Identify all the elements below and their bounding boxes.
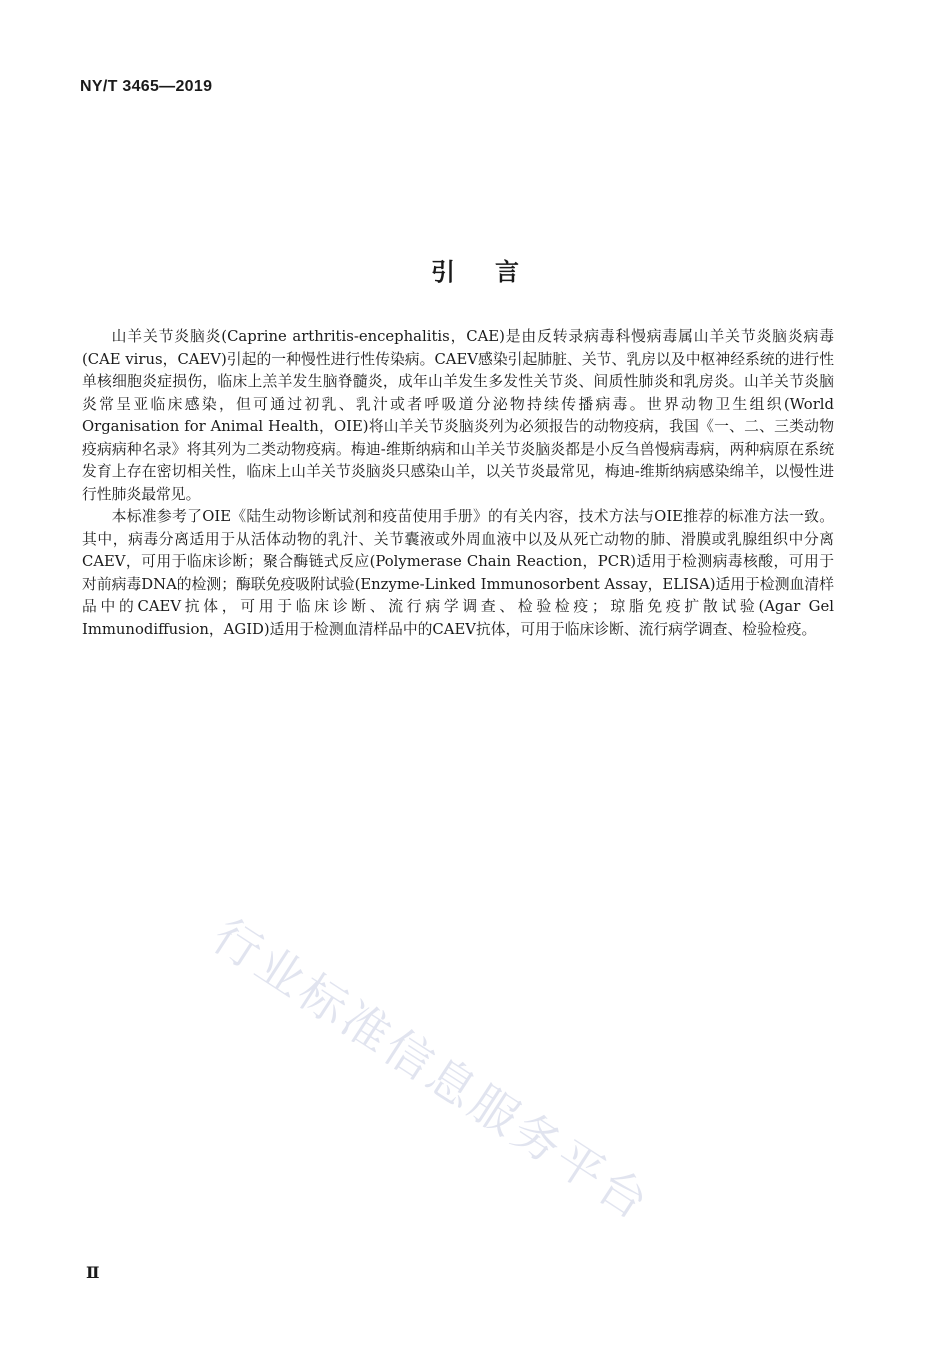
- body-text: [82, 326, 834, 641]
- page-title: 引言: [431, 258, 559, 286]
- paragraph-1: 山羊关节炎脑炎(Caprine arthritis-encephalitis，CAE)是由反转录病毒科慢病毒属山羊关节炎脑炎病毒(CAE virus，CAEV)引起的一种慢性进行性传染病。CAEV感染引起肺脏、关节、乳房以及中枢神经系统的进行性单核细胞炎症损伤，临床上羔羊发生脑脊髓炎，成年山羊发生多发性关节炎、间质性肺炎和乳房炎。山羊关节炎脑炎常呈亚临床感染，但可通过初乳、乳汁或者呼吸道分泌物持续传播病毒。世界动物卫生组织(World Organisation for Animal Health，OIE)将山羊关节炎脑炎列为必须报告的动物疫病，我国《一、二、三类动物疫病病种名录》将其列为二类动物疫病。梅迪-维斯纳病和山羊关节炎脑炎都是小反刍兽慢病毒病，两种病原在系统发育上存在密切相关性，临床上山羊关节炎脑炎只感染山羊，以关节炎最常见，梅迪-维斯纳病感染绵羊，以慢性进行性肺炎最常见。: [82, 328, 834, 503]
- paragraph-2: 本标准参考了OIE《陆生动物诊断试剂和疫苗使用手册》的有关内容，技术方法与OIE推荐的标准方法一致。其中，病毒分离适用于从活体动物的乳汁、关节囊液或外周血液中以及从死亡动物的肺、滑膜或乳腺组织中分离CAEV，可用于临床诊断；聚合酶链式反应(Polymerase Chain Reaction，PCR)适用于检测病毒核酸，可用于对前病毒DNA的检测；酶联免疫吸附试验(Enzyme-Linked Immunosorbent Assay，ELISA)适用于检测血清样品中的CAEV抗体，可用于临床诊断、流行病学调查、检验检疫；琼脂免疫扩散试验(Agar Gel Immunodiffusion，AGID)适用于检测血清样品中的CAEV抗体，可用于临床诊断、流行病学调查、检验检疫。: [82, 508, 834, 638]
- watermark: 行业标准信息服务平台: [202, 908, 661, 1233]
- page-number: Ⅱ: [86, 1263, 100, 1282]
- standard-code: NY/T 3465—2019: [80, 78, 213, 95]
